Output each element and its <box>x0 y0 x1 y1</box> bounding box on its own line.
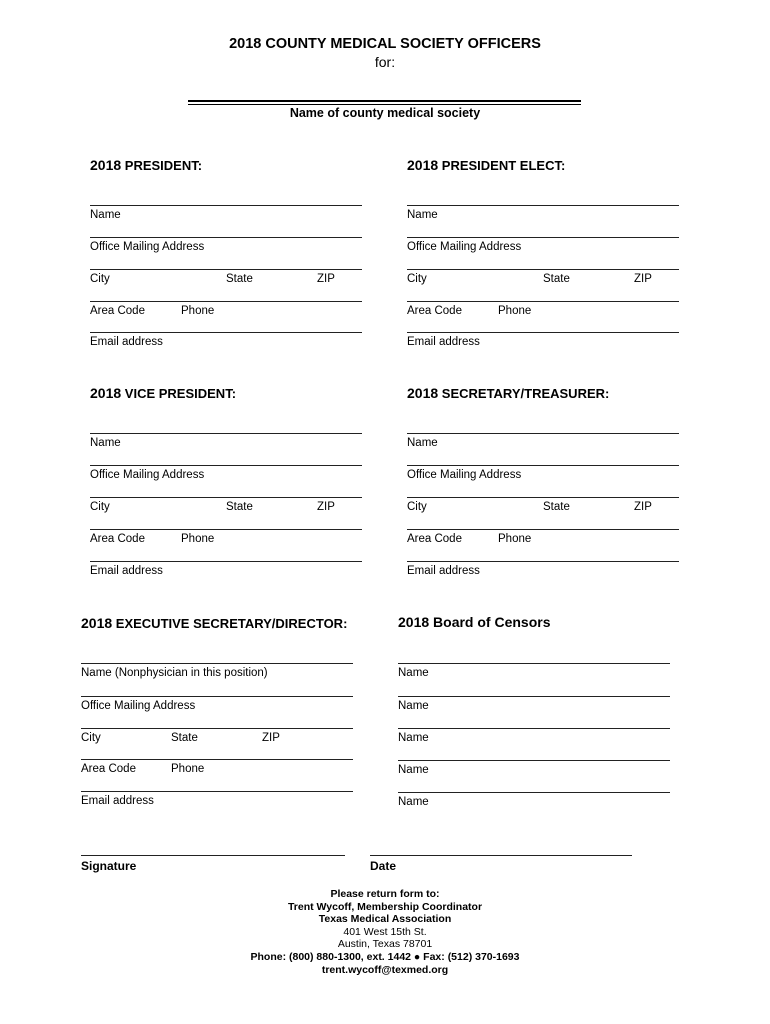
president-zip-label: ZIP <box>317 273 335 285</box>
secretary-treasurer-city-label: City <box>407 501 427 513</box>
signature-line[interactable] <box>81 855 345 856</box>
president-elect-city-line[interactable] <box>407 269 679 270</box>
secretary-treasurer-address-label: Office Mailing Address <box>407 469 522 481</box>
vice-president-address-line[interactable] <box>90 465 362 466</box>
secretary-treasurer-email-line[interactable] <box>407 561 679 562</box>
censor-3-name-line[interactable] <box>398 728 670 729</box>
society-name-label: Name of county medical society <box>289 106 481 120</box>
president-elect-address-label: Office Mailing Address <box>407 241 522 253</box>
vice-president-title: VICE PRESIDENT: <box>124 386 237 401</box>
footer-phone-fax: Phone: (800) 880-1300, ext. 1442 ● Fax: (512) 370-1693 <box>250 950 520 963</box>
president-area-code-label: Area Code <box>90 305 145 317</box>
vice-president-email-line[interactable] <box>90 561 362 562</box>
return-address-block <box>0 888 770 976</box>
vice-president-zip-label: ZIP <box>317 501 335 513</box>
president-elect-area-code-label: Area Code <box>407 305 462 317</box>
president-city-label: City <box>90 273 110 285</box>
executive-secretary-area-code-label: Area Code <box>81 763 136 775</box>
president-elect-email-label: Email address <box>407 336 480 348</box>
secretary-treasurer-phone-line[interactable] <box>407 529 679 530</box>
vice-president-name-label: Name <box>90 437 121 449</box>
secretary-treasurer-state-label: State <box>543 501 570 513</box>
executive-secretary-year: 2018 <box>81 615 113 631</box>
secretary-treasurer-heading <box>407 385 609 401</box>
president-title: PRESIDENT: <box>124 158 203 173</box>
secretary-treasurer-phone-label: Phone <box>498 533 532 545</box>
censor-2-name-label: Name <box>398 700 429 712</box>
president-elect-city-label: City <box>407 273 427 285</box>
president-email-line[interactable] <box>90 332 362 333</box>
vice-president-area-code-label: Area Code <box>90 533 145 545</box>
president-elect-name-line[interactable] <box>407 205 679 206</box>
president-elect-year: 2018 <box>407 157 439 173</box>
executive-secretary-email-label: Email address <box>81 795 154 807</box>
secretary-treasurer-address-line[interactable] <box>407 465 679 466</box>
censor-1-name-line[interactable] <box>398 663 670 664</box>
secretary-treasurer-name-label: Name <box>407 437 438 449</box>
vice-president-phone-label: Phone <box>181 533 215 545</box>
president-elect-zip-label: ZIP <box>634 273 652 285</box>
president-email-label: Email address <box>90 336 163 348</box>
president-address-line[interactable] <box>90 237 362 238</box>
president-name-label: Name <box>90 209 121 221</box>
date-line[interactable] <box>370 855 632 856</box>
executive-secretary-phone-line[interactable] <box>81 759 353 760</box>
president-heading <box>90 157 202 173</box>
footer-organization: Texas Medical Association <box>318 913 452 926</box>
secretary-treasurer-area-code-label: Area Code <box>407 533 462 545</box>
secretary-treasurer-name-line[interactable] <box>407 433 679 434</box>
censor-3-name-label: Name <box>398 732 429 744</box>
executive-secretary-address-label: Office Mailing Address <box>81 700 196 712</box>
president-address-label: Office Mailing Address <box>90 241 205 253</box>
footer-contact-name: Trent Wycoff, Membership Coordinator <box>287 900 483 913</box>
vice-president-state-label: State <box>226 501 253 513</box>
censor-5-name-line[interactable] <box>398 792 670 793</box>
executive-secretary-name-line[interactable] <box>81 663 353 664</box>
censor-1-name-label: Name <box>398 667 429 679</box>
secretary-treasurer-zip-label: ZIP <box>634 501 652 513</box>
secretary-treasurer-city-line[interactable] <box>407 497 679 498</box>
executive-secretary-city-line[interactable] <box>81 728 353 729</box>
president-elect-heading <box>407 157 565 173</box>
secretary-treasurer-email-label: Email address <box>407 565 480 577</box>
form-subtitle: for: <box>374 54 396 70</box>
censor-5-name-label: Name <box>398 796 429 808</box>
footer-city-state-zip: Austin, Texas 78701 <box>337 938 433 951</box>
vice-president-city-line[interactable] <box>90 497 362 498</box>
president-state-label: State <box>226 273 253 285</box>
form-title: 2018 COUNTY MEDICAL SOCIETY OFFICERS <box>229 36 541 52</box>
censor-4-name-line[interactable] <box>398 760 670 761</box>
executive-secretary-city-label: City <box>81 732 101 744</box>
president-elect-title: PRESIDENT ELECT: <box>441 158 566 173</box>
president-elect-phone-line[interactable] <box>407 301 679 302</box>
footer-street: 401 West 15th St. <box>343 925 427 938</box>
executive-secretary-phone-label: Phone <box>171 763 205 775</box>
society-name-line[interactable] <box>188 100 581 102</box>
president-phone-line[interactable] <box>90 301 362 302</box>
president-elect-state-label: State <box>543 273 570 285</box>
executive-secretary-heading <box>81 615 347 631</box>
secretary-treasurer-year: 2018 <box>407 385 439 401</box>
footer-email[interactable]: trent.wycoff@texmed.org <box>321 963 449 976</box>
president-elect-name-label: Name <box>407 209 438 221</box>
president-elect-phone-label: Phone <box>498 305 532 317</box>
vice-president-year: 2018 <box>90 385 122 401</box>
executive-secretary-title: EXECUTIVE SECRETARY/DIRECTOR: <box>115 616 348 631</box>
president-year: 2018 <box>90 157 122 173</box>
society-name-line-underline <box>188 104 581 105</box>
vice-president-address-label: Office Mailing Address <box>90 469 205 481</box>
president-name-line[interactable] <box>90 205 362 206</box>
president-city-line[interactable] <box>90 269 362 270</box>
footer-return-instruction: Please return form to: <box>330 888 440 900</box>
vice-president-email-label: Email address <box>90 565 163 577</box>
executive-secretary-address-line[interactable] <box>81 696 353 697</box>
vice-president-name-line[interactable] <box>90 433 362 434</box>
president-elect-email-line[interactable] <box>407 332 679 333</box>
executive-secretary-zip-label: ZIP <box>262 732 280 744</box>
date-label: Date <box>370 859 397 873</box>
executive-secretary-email-line[interactable] <box>81 791 353 792</box>
vice-president-phone-line[interactable] <box>90 529 362 530</box>
signature-label: Signature <box>81 859 137 873</box>
board-of-censors-heading: 2018 Board of Censors <box>398 614 551 630</box>
president-elect-address-line[interactable] <box>407 237 679 238</box>
vice-president-heading <box>90 385 236 401</box>
secretary-treasurer-title: SECRETARY/TREASURER: <box>441 386 610 401</box>
censor-2-name-line[interactable] <box>398 696 670 697</box>
executive-secretary-state-label: State <box>171 732 198 744</box>
censor-4-name-label: Name <box>398 764 429 776</box>
president-phone-label: Phone <box>181 305 215 317</box>
executive-secretary-name-label: Name (Nonphysician in this position) <box>81 667 268 679</box>
vice-president-city-label: City <box>90 501 110 513</box>
